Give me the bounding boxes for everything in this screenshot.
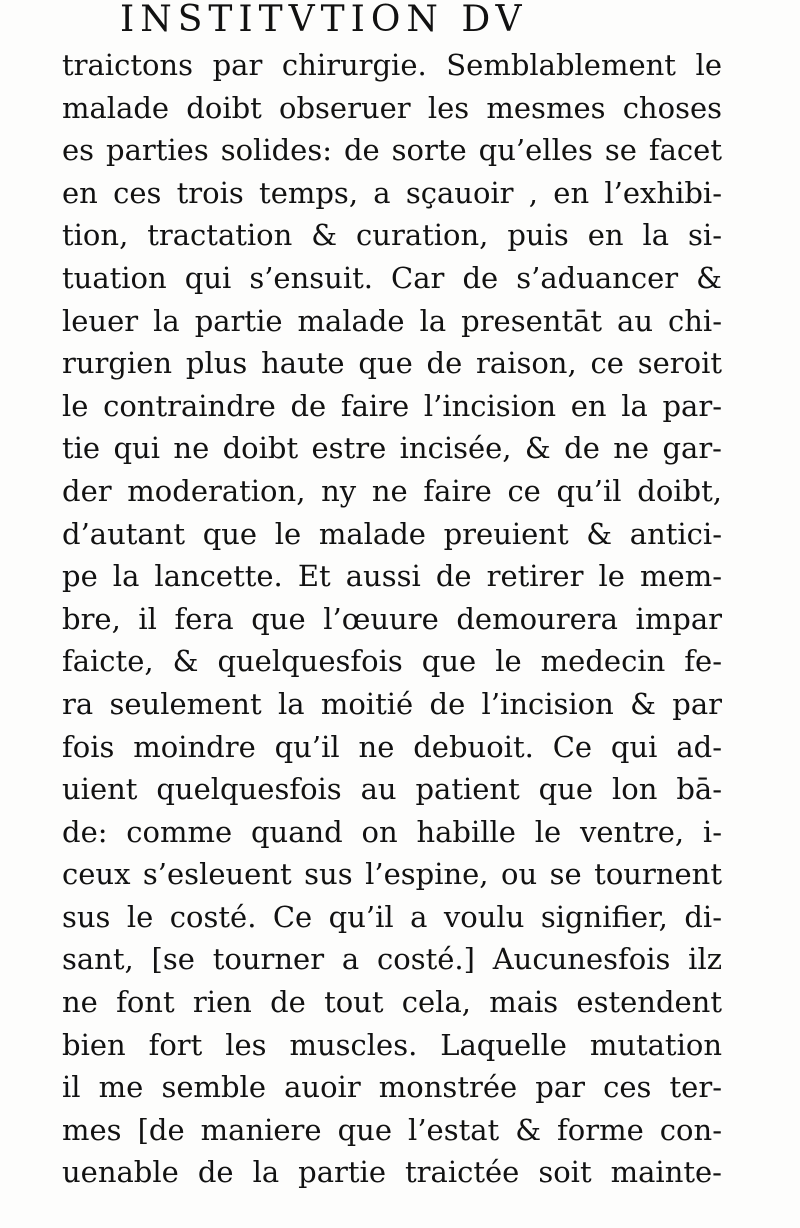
text-line: der moderation, ny ne faire ce qu’il doibt, — [62, 473, 722, 508]
text-line: uenable de la partie traictée soit mainte- — [62, 1155, 722, 1190]
text-line: malade doibt obseruer les mesmes choses — [62, 90, 722, 125]
text-line: bre, il fera que l’œuure demourera impar — [62, 601, 722, 636]
text-line: ceux s’esleuent sus l’espine, ou se tournent — [62, 857, 722, 892]
text-line: faicte, & quelquesfois que le medecin fe- — [62, 644, 722, 679]
text-line: tie qui ne doibt estre incisée, & de ne gar- — [62, 431, 722, 466]
text-line: ne font rien de tout cela, mais estendent — [62, 985, 722, 1020]
text-line: uient quelquesfois au patient que lon bā- — [62, 772, 722, 807]
text-line: sant, [se tourner a costé.] Aucunesfois ilz — [62, 942, 722, 977]
text-line: tion, tractation & curation, puis en la si- — [62, 218, 722, 253]
text-line: rurgien plus haute que de raison, ce seroit — [62, 346, 722, 381]
text-line: ra seulement la moitié de l’incision & par — [62, 686, 722, 721]
text-line: sus le costé. Ce qu’il a voulu signifier, di- — [62, 899, 722, 934]
text-line: es parties solides: de sorte qu’elles se facet — [62, 133, 722, 168]
running-head: INSTITVTION DV — [120, 0, 528, 40]
body-text — [62, 44, 722, 1194]
text-line: leuer la partie malade la presentāt au chi- — [62, 303, 722, 338]
text-line: tuation qui s’ensuit. Car de s’aduancer & — [62, 260, 722, 295]
text-line: bien fort les muscles. Laquelle mutation — [62, 1027, 722, 1062]
text-line: mes [de maniere que l’estat & forme con- — [62, 1112, 722, 1147]
text-line: d’autant que le malade preuient & antici- — [62, 516, 722, 551]
text-line: en ces trois temps, a sçauoir , en l’exhibi- — [62, 175, 722, 210]
text-line: fois moindre qu’il ne debuoit. Ce qui ad- — [62, 729, 722, 764]
text-line: traictons par chirurgie. Semblablement le — [62, 48, 722, 82]
text-line: pe la lancette. Et aussi de retirer le mem- — [62, 559, 722, 594]
text-line: de: comme quand on habille le ventre, i- — [62, 814, 722, 849]
text-line: il me semble auoir monstrée par ces ter- — [62, 1070, 722, 1105]
text-line: le contraindre de faire l’incision en la par- — [62, 388, 722, 423]
